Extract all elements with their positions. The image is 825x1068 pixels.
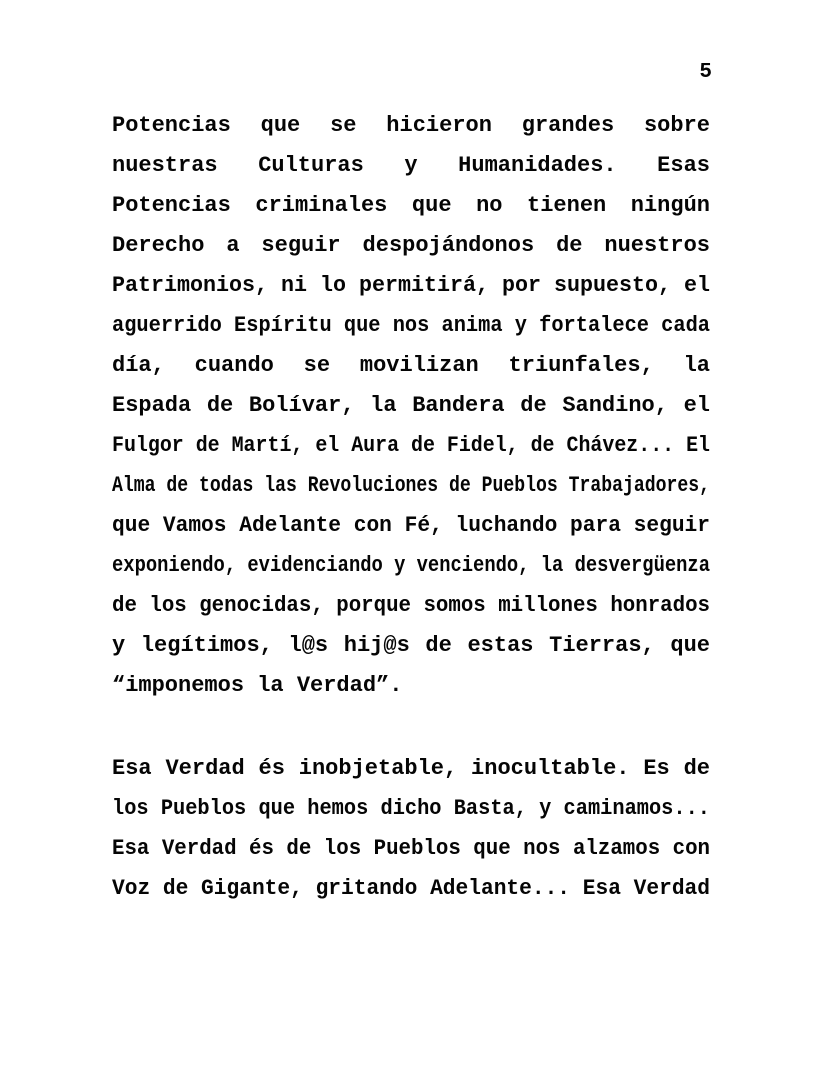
text-line [112,869,710,909]
text-line [112,186,710,226]
text-line [112,626,710,666]
text-line [112,466,710,506]
text-line [112,829,710,869]
text-line [112,266,710,306]
text-line [112,106,710,146]
text-line [112,749,710,789]
text-line-content: y legítimos, l@s hij@s de estas Tierras, que [112,633,710,658]
text-line-content: Espada de Bolívar, la Bandera de Sandino, el [112,393,710,418]
text-line-content: día, cuando se movilizan triunfales, la [112,353,710,378]
text-line-content: Derecho a seguir despojándonos de nuestros [112,233,710,258]
page-text [112,106,710,909]
text-line [112,346,710,386]
text-line [112,546,710,586]
text-line [112,506,710,546]
text-line-content: Potencias criminales que no tienen ningún [112,193,710,218]
text-line-content: Esa Verdad és de los Pueblos que nos alzamos con [112,836,710,861]
text-line-content: “imponemos la Verdad”. [112,673,403,698]
text-line [112,666,710,706]
text-line-content: los Pueblos que hemos dicho Basta, y caminamos... [112,796,710,821]
text-line [112,306,710,346]
text-line [112,426,710,466]
text-line [112,586,710,626]
text-line [112,386,710,426]
text-line-content: Patrimonios, ni lo permitirá, por supuesto, el [112,273,710,298]
text-line [112,146,710,186]
page-number: 5 [699,61,712,84]
paragraph [112,106,710,706]
text-line-content: nuestras Culturas y Humanidades. Esas [112,153,710,178]
text-line-content: que Vamos Adelante con Fé, luchando para seguir [112,513,710,538]
text-line [112,226,710,266]
text-line-content: Fulgor de Martí, el Aura de Fidel, de Chávez... El [112,433,710,458]
text-line-content: Esa Verdad és inobjetable, inocultable. Es de [112,756,710,781]
paragraph [112,749,710,909]
text-line [112,789,710,829]
text-line-content: de los genocidas, porque somos millones honrados [112,593,710,618]
text-line-content: exponiendo, evidenciando y venciendo, la desvergüenza [112,553,710,578]
text-line-content: aguerrido Espíritu que nos anima y fortalece cada [112,313,710,338]
text-line-content: Voz de Gigante, gritando Adelante... Esa Verdad [112,876,710,901]
text-line-content: Potencias que se hicieron grandes sobre [112,113,710,138]
text-line-content: Alma de todas las Revoluciones de Pueblos Trabajadores, [112,473,710,498]
